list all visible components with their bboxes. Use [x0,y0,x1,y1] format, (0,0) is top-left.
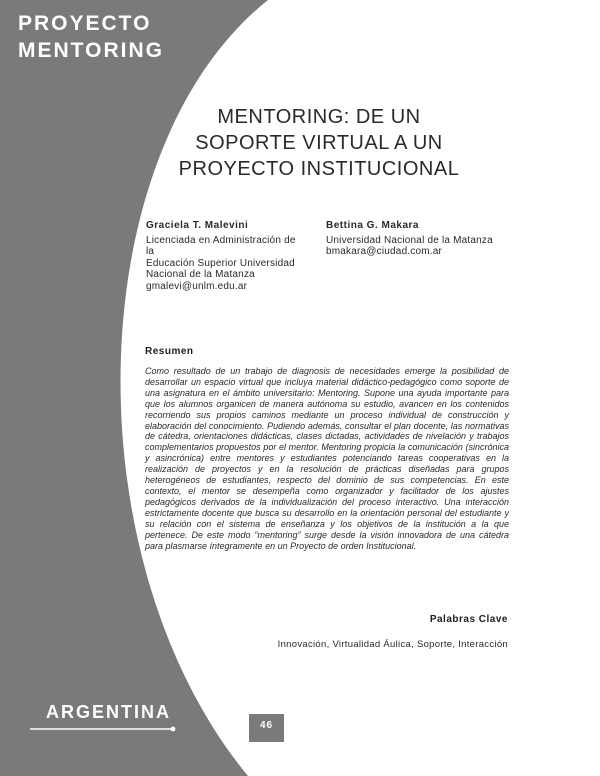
country-label: ARGENTINA [46,702,171,722]
author-block [146,220,306,292]
page-number: 46 [249,714,284,742]
title-line-1: MENTORING: DE UN [217,106,421,128]
author-name: Graciela T. Malevini [146,220,249,231]
section-label-line-1: PROYECTO [18,12,152,35]
author-affiliation-line: Universidad Nacional de la Matanza [326,234,493,246]
abstract-body: Como resultado de un trabajo de diagnosis de necesidades emerge la posibilidad de desarrollar un espacio virtual que incluya material didáctico-pedagógico como soporte de una asignatura en el ámbito universitario: Mentoring. Supone una ayuda importante para que los alumnos organicen de manera autónoma su estudio, avancen en los contenidos recorriendo sus propios caminos mediante un proceso individual de construcción y elaboración del conocimiento. Pudiendo además, consultar el plan docente, las normativas de cátedra, orientaciones didácticas, clases dictadas, actividades de nivelación y trabajos complementarios propuestos por el mentor. Mentoring propicia la comunicación (sincrónica y asincrónica) entre mentores y estudiantes potenciando tareas cooperativas en la realización de proyectos y en la resolución de prácticas diseñadas para grupos heterogéneos de estudiantes, respecto del dominio de sus competencias. En este contexto, el mentor se desempeña como organizador y facilitador de los ajustes pedagógicos derivados de la individualización del proceso interactivo. Una interacción estrictamente docente que busca su desarrollo en la orientación personal del estudiante y su relación con el sistema de enseñanza y los objetivos de la institución a la que pertenece. De este modo “mentoring” surge desde la visión innovadora de una cátedra para plasmarse íntegramente en un Proyecto de orden Institucional. [145,366,509,551]
underline-end-dot [171,727,176,732]
author-affiliation-line: Licenciada en Administración de la [146,234,296,257]
author-affiliation-line: Educación Superior Universidad [146,257,295,269]
author-email: bmakara@ciudad.com.ar [326,246,443,257]
article-title [140,104,498,182]
keywords-list: Innovación, Virtualidad Áulica, Soporte, Interacción [277,639,508,650]
abstract-heading: Resumen [145,346,194,357]
author-affiliation-line: Nacional de la Matanza [146,269,255,280]
section-label [18,10,164,64]
author-name: Bettina G. Makara [326,220,419,231]
author-block [326,220,506,258]
title-line-2: SOPORTE VIRTUAL A UN [195,132,443,154]
title-line-3: PROYECTO INSTITUCIONAL [178,158,460,180]
section-label-line-2: MENTORING [18,39,164,62]
keywords-heading: Palabras Clave [429,614,508,625]
author-email: gmalevi@unlm.edu.ar [146,280,248,292]
